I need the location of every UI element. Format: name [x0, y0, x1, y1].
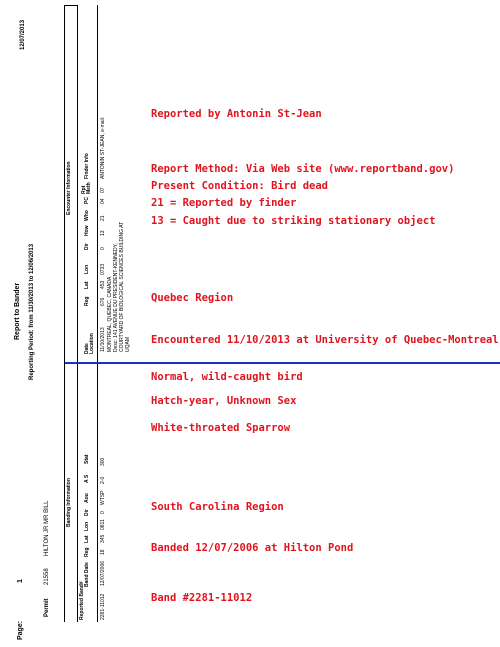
- report-title: Report to Bander: [14, 282, 21, 340]
- table-border-left: [64, 5, 65, 622]
- col-date-location: Date Location: [84, 333, 95, 354]
- table-header-divider: [97, 5, 98, 622]
- cell-enc-lon: 0733: [100, 263, 106, 275]
- section-divider: [65, 362, 500, 364]
- reporting-period: Reporting Period: from 11/30/2013 to 12/06/2013: [29, 243, 35, 380]
- annotation-how-code: 13 = Caught due to striking stationary object: [151, 215, 436, 227]
- col-age-sex: A S: [84, 474, 90, 483]
- annotation-age-sex: Hatch-year, Unknown Sex: [151, 395, 297, 407]
- annotation-band-number: Band #2281-11012: [151, 592, 253, 604]
- col-aou: Aou: [84, 493, 90, 503]
- encounter-group-underline: [64, 5, 78, 6]
- report-date: 12/07/2013: [20, 19, 26, 50]
- cell-aou: WTSP: [100, 490, 106, 505]
- permit-number: 21558: [44, 568, 50, 585]
- page-label: Page:: [17, 620, 24, 640]
- annotation-species: White-throated Sparrow: [151, 422, 291, 434]
- col-finder-info: Finder Info: [84, 153, 90, 179]
- cell-rpt-meth: 07: [100, 187, 106, 193]
- location-line-2: Desc: 141 AVENUE DU PRESIDENT-KENNEDY,: [113, 243, 119, 352]
- annotation-who-code: 21 = Reported by finder: [151, 197, 297, 209]
- bander-name: HILTON JR MR BILL: [44, 500, 50, 556]
- annotation-banded: Banded 12/07/2006 at Hilton Pond: [151, 542, 354, 554]
- page-number: 1: [17, 579, 24, 583]
- location-line-1: MONTREAL, QUEBEC, CANADA: [107, 276, 113, 352]
- cell-band-date: 12/07/2006: [100, 560, 106, 586]
- col-enc-reg: Reg: [84, 296, 90, 306]
- cell-enc-reg: 676: [100, 297, 106, 306]
- cell-lat: 345: [100, 534, 106, 543]
- col-stat: Stat: [84, 454, 90, 464]
- col-lon: Lon: [84, 521, 90, 531]
- cell-age-sex: 2-0: [100, 476, 106, 484]
- annotation-present-condition: Present Condition: Bird dead: [151, 180, 329, 192]
- encounter-group-header: Encounter Information: [66, 161, 72, 215]
- col-reg: Reg: [84, 547, 90, 557]
- col-reported-band: Reported Band#: [79, 581, 85, 620]
- cell-stat: 300: [100, 457, 106, 466]
- col-who: Who: [84, 210, 90, 221]
- col-pc: PC: [84, 197, 90, 204]
- banding-group-header: Banding Information: [66, 478, 72, 527]
- col-rpt-meth: Rpt Meth: [81, 182, 92, 194]
- col-enc-lat: Lat: [84, 281, 90, 289]
- cell-enc-lat: 453: [100, 280, 106, 289]
- cell-finder-info: ANTONIN ST-JEAN, e-mail:: [100, 116, 106, 179]
- annotation-quebec-region: Quebec Region: [151, 292, 234, 304]
- annotation-status: Normal, wild-caught bird: [151, 371, 303, 383]
- col-how: How: [84, 225, 90, 236]
- annotation-reported-by: Reported by Antonin St-Jean: [151, 108, 322, 120]
- annotation-south-carolina-region: South Carolina Region: [151, 501, 284, 513]
- cell-lon: 0811: [100, 519, 106, 530]
- annotation-encountered: Encountered 11/10/2013 at University of Quebec-Montreal: [151, 334, 499, 346]
- location-line-3: COURTYARD OF BIOLOGICAL SCIENCES BUILDING AT: [119, 221, 125, 352]
- cell-reported-band: 2281-11012: [100, 593, 106, 620]
- permit-label: Permit: [44, 598, 50, 617]
- cell-pc: 04: [100, 198, 106, 204]
- col-enc-lon: Lon: [84, 264, 90, 274]
- cell-dir: 0: [100, 511, 106, 514]
- annotation-report-method: Report Method: Via Web site (www.reportband.gov): [151, 163, 455, 175]
- cell-enc-date: 11/10/2013: [100, 327, 106, 352]
- cell-who: 21: [100, 215, 106, 221]
- col-dir: Dir: [84, 509, 90, 516]
- col-band-date: Band Date: [84, 562, 90, 587]
- col-enc-dir: Dir: [84, 243, 90, 250]
- table-group-divider: [77, 5, 78, 622]
- cell-how: 13: [100, 230, 106, 236]
- cell-reg: 18: [100, 549, 106, 555]
- cell-enc-dir: 0: [100, 247, 106, 250]
- location-line-4: UQAM: [125, 337, 131, 352]
- col-lat: Lat: [84, 535, 90, 543]
